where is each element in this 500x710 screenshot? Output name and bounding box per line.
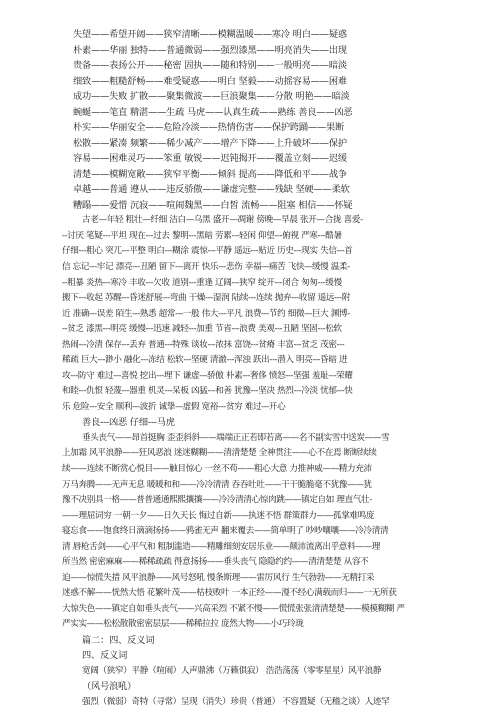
text-line: 容易——困难灵巧——笨重 敏锐——迟钝揭开——覆盖立刻——迟缓 xyxy=(73,153,347,164)
text-line: 四、反义词 xyxy=(82,650,128,661)
text-line: （风号浪吼） xyxy=(82,681,137,692)
text-line: 仔细---粗心 突兀---平整 明白---糊涂 震惊---平静 遥远---贴近 历史---现实 失信---首 xyxy=(62,246,353,256)
text-line: 古老—年轻 粗壮—纤细 洁白—乌黑 盛开—凋谢 傍晚—早晨 张开—合拢 喜爱- xyxy=(82,215,363,225)
text-line: 卓越——普通 遵从——违反骄傲——谦虚完整——残缺 坚硬——柔软 xyxy=(73,184,350,195)
text-line: 糟蹋——爱惜 沉寂——喧闹魏黑——白皙 流畅——阻塞 相信——怀疑 xyxy=(73,200,353,211)
text-line: 篇二：四、反义词 xyxy=(82,635,155,646)
text-line: 朴实——华丽安全——危险冷淡——热情伤害——保护跨踊——果断 xyxy=(73,122,345,133)
text-line: 所当然 密密麻麻——稀稀疏疏 得意扬扬——垂头丧气 隐隐约约——清清楚楚 从容不 xyxy=(62,557,369,567)
text-line: 万马奔腾——无声无息 暖暖和和——冷冷清清 吞吞吐吐——干干脆脆毫不犹豫——犹 xyxy=(62,480,372,490)
text-line: 善良---凶恶 仔细---马虎 xyxy=(82,417,175,428)
text-line: 细致——粗糙舒畅——难受疑惑——明白 坚毅——动摇容易——困难 xyxy=(73,76,347,87)
text-line: 成功——失败 扩散——聚集微波——巨浪聚集——分散 明艳——暗淡 xyxy=(73,91,350,102)
text-line: 搬下---收起 苏醒---昏迷舒展---弯曲 干燥---湿润 陆续---连续 抛弃---收留 遥远---附 xyxy=(62,293,351,303)
text-line: 失望——希望开阔——狭窄清晰——模糊温暖——寒冷 明白——疑惑 xyxy=(73,29,347,40)
text-line: 攻---防守 难过---喜悦 挖出---埋下 谦虚---骄傲 朴素---奢侈 愤怒---坚强 羞耻---荣耀 xyxy=(62,371,353,381)
text-line: 朴素——华丽 独特——普通微弱——强烈漆黑——明亮消失——出现 xyxy=(73,45,347,56)
text-line: 乐 危险---安全 顺利---波折 诚挚---虚假 宽裕---贫穷 难过---开心 xyxy=(62,402,286,412)
text-line: 垂头丧气——昂首挺胸 歪歪斜斜——端端正正若即若离——名不副实雪中送炭——雪 xyxy=(82,433,390,443)
text-line: 蜿蜒——笔直 精湛——生疏 马虎——认真生疏——熟练 善良——凶恶 xyxy=(73,107,353,118)
text-line: --讨厌 笔疑---平坦 现在---过去 黎明---黑暗 劳累---轻闲 仰望---俯视 严寒---酷暑 xyxy=(62,231,342,241)
text-line: 信 忘记---牢记 漂亮---丑陋 留下---离开 快乐---悲伤 幸福---痛苦 飞快---缓慢 温柔- xyxy=(62,262,350,272)
text-line: --粗暴 炎热---寒冷 丰收---欠收 道别---重逢 辽阔---狭窄 绽开---闭合 匆匆---缓慢 xyxy=(62,278,342,288)
text-line: 稀疏 巨大---渺小 融化---冻结 松软---坚硬 清澈---浑浊 跃出---潜入 明亮---昏暗 进 xyxy=(62,355,348,365)
text-line: 热闹---冷清 保存---丢弃 普通---特殊 谈妆---浓抹 富饶---贫瘠 丰富---贫乏 茂密--- xyxy=(62,340,345,350)
text-line: 续——连续不断赏心悦目——触目惊心 一丝不苟——粗心大意 力推神威——精力充沛 xyxy=(62,464,372,474)
text-line: 上加霜 风平浪静——狂风恶浪 迷迷糊糊——清清楚楚 全神贯注——心不在焉 断断续续 xyxy=(62,448,377,458)
text-line: 贵备——表扬公开——秘密 固执——随和特别——一般明亮——暗淡 xyxy=(73,60,347,71)
text-line: ——理屈词穷 一朝一夕——日久天长 悔过自新——执迷不悟 群策群力——孤掌难鸣庞 xyxy=(62,511,375,521)
text-line: 宽阔（狭窄）平静（喧闹）人声鼎沸（万籁俱寂） 浩浩荡荡（零零星星）风平浪静 xyxy=(82,666,382,676)
text-line: 清 唇枪舌剑——心平气和 粗制滥造——精雕细刻安居乐业——颠沛流离出乎意料——理 xyxy=(62,542,381,552)
text-line: 迷惑不解——恍然大悟 花繁叶茂——枯枝败叶 一本正经——漫不经心满载而归——一无所获 xyxy=(62,588,397,598)
text-line: 寝忘食——饱食终日滴滴扬扬——鸦雀无声 翻来覆去——简单明了 吵吵嚷嚷——冷冷清清 xyxy=(62,526,389,536)
text-line: 大惊失色——镇定自如垂头丧气——兴高采烈 不紧不慢——慌慌张张清清楚楚——模模糊糊 严 xyxy=(62,604,405,614)
text-line: 近 准确---误差 陌生---熟悉 超常---一般 伟大---平凡 浪费---节约 细微---巨大 渊博- xyxy=(62,309,350,319)
text-line: --贫乏 漆黑---明亮 缓慢---迅速 减轻---加重 节省---浪费 美观---丑陋 坚固---松软 xyxy=(62,324,342,334)
text-line: 豫不决别具一格——普普通通熙熙攘攘——冷冷清清心惊肉跳——镇定自如 理直气壮- xyxy=(62,495,372,505)
text-line: 松散——紧凑 频繁——稀少减产——增产下降——上升破坏——保护 xyxy=(73,138,347,149)
text-line: 迫——惊慌失措 风平浪静——风号怒吼 慢条斯理——雷厉风行 生气勃勃——无精打采 xyxy=(62,573,375,583)
text-line: 强烈（微弱）奇特（寻常）呈现（消失）珍贵（普通） 不容置疑（无稽之谈）人迹罕 xyxy=(82,697,390,707)
text-line: 和睦---仇恨 轻蔑---器重 机灵---呆板 凶猛---和善 犹豫---坚决 热烈---冷淡 忧郁---快 xyxy=(62,386,353,396)
text-line: 清楚——模糊宽敞——狭窄平衡——倾斜 提高——降低和平——战争 xyxy=(73,169,347,180)
text-line: 严实实——松松散散密密层层——稀稀拉拉 庞然大物——小巧玲珑 xyxy=(62,619,304,629)
